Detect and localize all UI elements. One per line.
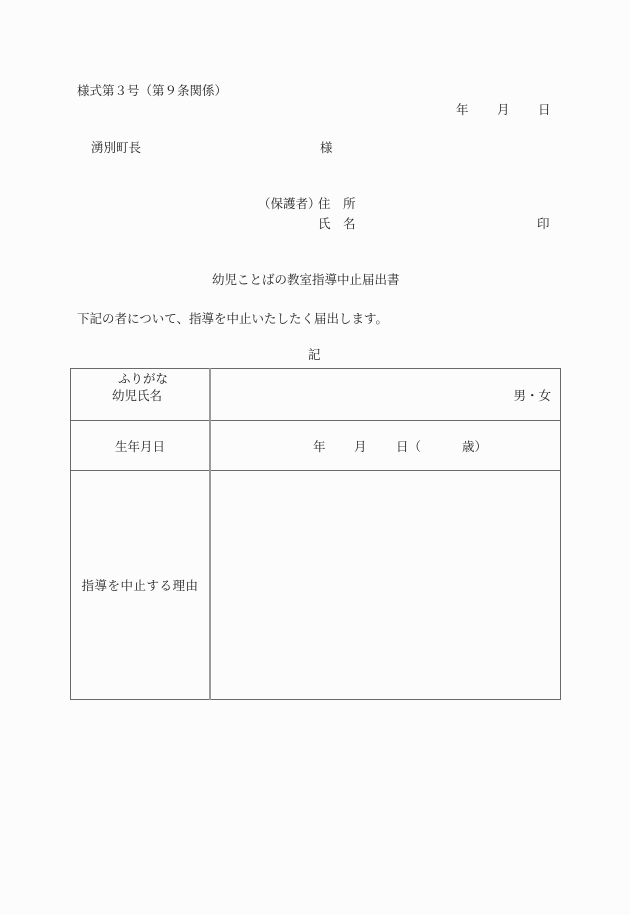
dob-year-label: 年: [313, 438, 326, 454]
address-label: 住 所: [318, 196, 356, 211]
table-row-reason: [71, 471, 561, 700]
furigana-label: ふりがな: [117, 370, 168, 386]
dob-day-label: 日（: [396, 438, 422, 454]
dob-month-label: 月: [354, 438, 367, 454]
table-row-birthdate: [71, 421, 561, 471]
seal-mark: 印: [537, 216, 550, 231]
form-number: 様式第３号（第９条関係）: [77, 83, 228, 98]
form-table: [70, 368, 561, 700]
date-year-label: 年: [456, 102, 469, 117]
reason-label: 指導を中止する理由: [71, 471, 211, 700]
child-name-label: 幼児氏名: [111, 387, 162, 403]
guardian-label: （保護者）: [258, 196, 321, 211]
gender-options[interactable]: 男・女: [513, 387, 551, 403]
birthdate-label: 生年月日: [71, 421, 211, 471]
table-row-child-name: [71, 369, 561, 421]
dob-age-label: 歳）: [462, 438, 488, 454]
date-day-label: 日: [538, 102, 551, 117]
addressee: 湧別町長: [91, 140, 142, 155]
ki-heading: 記: [308, 347, 321, 362]
birthdate-field[interactable]: [210, 421, 561, 471]
honorific: 様: [320, 140, 333, 155]
name-label: 氏 名: [318, 216, 356, 231]
child-name-field[interactable]: [210, 369, 561, 421]
document-title: 幼児ことばの教室指導中止届出書: [212, 272, 400, 287]
reason-field[interactable]: [210, 471, 561, 700]
intro-text: 下記の者について、指導を中止いたしたく届出します。: [77, 311, 389, 326]
date-month-label: 月: [497, 102, 510, 117]
child-name-label-cell: [71, 369, 211, 421]
